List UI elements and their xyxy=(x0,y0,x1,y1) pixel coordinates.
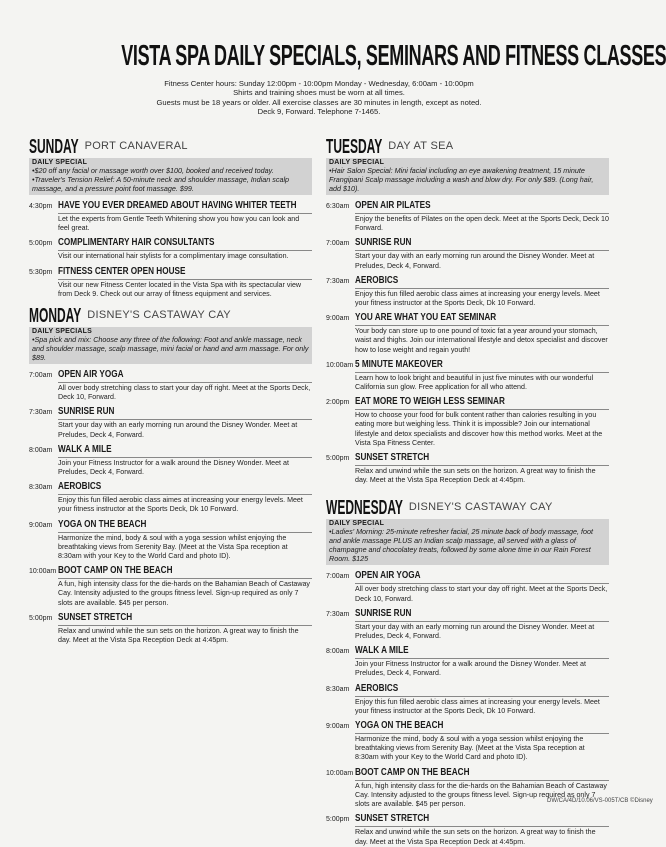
intro-line: Guests must be 18 years or older. All exercise classes are 30 minutes in length, except as noted. xyxy=(156,97,482,107)
event-description: Enjoy this fun filled aerobic class aimes at increasing your energy levels. Meet your fitness instructor at the Sports Deck, Dk 10 Forward. xyxy=(355,696,609,716)
day-location: DISNEY'S CASTAWAY CAY xyxy=(408,501,553,514)
day-section-tuesday xyxy=(326,136,609,485)
day-section-wednesday xyxy=(326,497,609,846)
special-text: •Hair Salon Special: Mini facial including an eye awakening treatment, 15 minute Frangipani Scalp massage including a wash and blow dry. For only $89. (Long hair, add $10). xyxy=(329,166,594,193)
schedule-event xyxy=(326,394,609,448)
special-text: •$20 off any facial or massage worth over $100, booked and received today. xyxy=(32,166,274,175)
event-name: EAT MORE TO WEIGH LESS SEMINAR xyxy=(355,395,505,408)
event-description: Relax and unwind while the sun sets on the horizon. A great way to finish the day. Meet at the Vista Spa Reception Deck at 4:45pm. xyxy=(355,826,609,846)
intro-line: Deck 9, Forward. Telephone 7-1465. xyxy=(257,107,381,117)
event-time: 9:00am xyxy=(326,315,350,323)
event-time: 9:00am xyxy=(326,723,350,731)
event-description: How to choose your food for bulk content rather than calories resulting in you eating more but weighing less. Think it is impossible? Join our international lifestyle and detox specialists and discover how this method works. Meet at the Vista Spa Fitness Center. xyxy=(355,409,609,448)
event-time: 10:00am xyxy=(326,769,354,777)
event-description: Harmonize the mind, body & soul with a yoga session whilst enjoying the breathtaking views from Serenity Bay. (Meet at the Vista Spa reception at 8:30am with your Key to the World Card and photo ID). xyxy=(58,532,312,562)
schedule-event xyxy=(326,681,609,716)
event-description: Start your day with an early morning run around the Disney Wonder. Meet at Preludes, Deck 4, Forward. xyxy=(355,250,609,270)
schedule-event xyxy=(29,264,312,299)
day-heading xyxy=(326,136,609,156)
event-description: Enjoy this fun filled aerobic class aimes at increasing your energy levels. Meet your fitness instructor at the Sports Deck, Dk 10 Forward. xyxy=(58,494,312,514)
event-time: 2:00pm xyxy=(326,399,350,407)
event-name: AEROBICS xyxy=(58,480,102,493)
event-name: SUNSET STRETCH xyxy=(355,812,430,825)
schedule-event xyxy=(326,606,609,641)
event-name: BOOT CAMP ON THE BEACH xyxy=(58,564,173,577)
event-name: SUNSET STRETCH xyxy=(355,451,430,464)
event-time: 4:30pm xyxy=(29,203,53,210)
schedule-event xyxy=(326,198,609,233)
schedule-event xyxy=(29,563,312,608)
event-description: Harmonize the mind, body & soul with a yoga session whilst enjoying the breathtaking views from Serenity Bay. (Meet at the Vista Spa reception at 8:30am with your Key to the World Card and photo ID). xyxy=(355,733,609,763)
day-heading xyxy=(29,136,312,156)
event-description: Your body can store up to one pound of toxic fat a year around your stomach, waist and thighs. Join our international lifestyle and detox specialist and discover how to lose weight and regain youth! xyxy=(355,327,608,354)
event-name: AEROBICS xyxy=(355,681,399,694)
schedule-event xyxy=(29,517,312,562)
day-location: PORT CANAVERAL xyxy=(84,140,188,152)
schedule-event xyxy=(29,198,312,233)
day-location: DISNEY'S CASTAWAY CAY xyxy=(87,309,231,322)
event-name: SUNRISE RUN xyxy=(355,606,412,619)
special-heading: DAILY SPECIAL xyxy=(329,159,385,166)
day-name: MONDAY xyxy=(29,305,82,328)
event-name: AEROBICS xyxy=(355,273,399,286)
day-name: TUESDAY xyxy=(326,136,383,158)
schedule-event xyxy=(326,450,609,485)
event-name: BOOT CAMP ON THE BEACH xyxy=(355,765,470,778)
left-column xyxy=(29,136,312,645)
daily-special-box xyxy=(29,158,312,195)
event-name: FITNESS CENTER OPEN HOUSE xyxy=(58,264,186,277)
schedule-event xyxy=(29,479,312,514)
schedule-event xyxy=(29,235,312,261)
schedule-event xyxy=(326,643,609,678)
schedule-event xyxy=(29,367,312,402)
schedule-event xyxy=(326,235,609,270)
event-time: 5:30pm xyxy=(29,268,53,276)
event-time: 8:00am xyxy=(326,648,350,656)
event-name: HAVE YOU EVER DREAMED ABOUT HAVING WHITER TEETH xyxy=(58,199,297,211)
event-description: Join your Fitness Instructor for a walk around the Disney Wonder. Meet at Preludes, Deck 4, Forward. xyxy=(355,658,609,678)
event-time: 9:00am xyxy=(29,521,53,529)
event-description: A fun, high intensity class for the die-hards on the Bahamian Beach of Castaway Cay. Intensity adjusted to the groups fitness level. Sign-up required as only 7 slots are available. $45 per person. xyxy=(355,780,609,810)
special-text: •Spa pick and mix: Choose any three of the following: Foot and ankle massage, neck and shoulder massage, scalp massage, mini facial or hand and arm massage. For only $89. xyxy=(32,335,309,363)
day-name: SUNDAY xyxy=(29,136,79,158)
event-description: Let the experts from Gentle Teeth Whitening show you how you can look and feel great. xyxy=(58,213,312,233)
schedule-event xyxy=(326,568,609,603)
event-time: 5:00pm xyxy=(326,816,350,824)
special-text: •Ladies' Morning: 25-minute refresher facial, 25 minute back of body massage, foot and ankle massage PLUS an Indian scalp massage, all served with a glass of champagne and chocolatey treats, followed by some alone time in our Rain Forest Room. $125 xyxy=(329,527,593,564)
event-time: 5:00pm xyxy=(29,614,53,622)
fitness-center-info xyxy=(60,79,578,117)
event-name: SUNSET STRETCH xyxy=(58,610,133,623)
event-name: YOU ARE WHAT YOU EAT SEMINAR xyxy=(355,311,497,324)
event-name: WALK A MILE xyxy=(58,442,112,455)
special-heading: DAILY SPECIALS xyxy=(32,328,92,336)
event-name: COMPLIMENTARY HAIR CONSULTANTS xyxy=(58,236,215,249)
event-description: Join your Fitness Instructor for a walk around the Disney Wonder. Meet at Preludes, Deck 4, Forward. xyxy=(58,457,312,477)
day-location: DAY AT SEA xyxy=(388,140,454,152)
event-description: Relax and unwind while the sun sets on the horizon. A great way to finish the day. Meet at the Vista Spa Reception Deck at 4:45pm. xyxy=(58,625,312,645)
event-description: Enjoy the benefits of Pilates on the open deck. Meet at the Sports Deck, Deck 10 Forward. xyxy=(355,215,609,233)
event-description: Relax and unwind while the sun sets on the horizon. A great way to finish the day. Meet at the Vista Spa Reception Deck at 4:45pm. xyxy=(355,465,609,485)
day-heading xyxy=(326,497,609,520)
event-time: 5:00pm xyxy=(326,455,350,463)
schedule-event xyxy=(29,442,312,477)
day-section-monday xyxy=(29,305,312,645)
event-name: OPEN AIR PILATES xyxy=(355,199,431,211)
schedule-event xyxy=(326,811,609,846)
schedule-event xyxy=(29,610,312,645)
event-description: A fun, high intensity class for the die-hards on the Bahamian Beach of Castaway Cay. Intensity adjusted to the groups fitness level. Sign-up required as only 7 slots are available. $45 per person. xyxy=(58,578,312,608)
schedule-event xyxy=(326,310,609,355)
event-time: 5:00pm xyxy=(29,240,53,248)
print-code: DW/CA/4D/10.06/VS-005T/CB ©Disney xyxy=(547,798,653,804)
intro-line: Fitness Center hours: Sunday 12:00pm - 10:00pm Monday - Wednesday, 6:00am - 10:00pm xyxy=(164,79,474,88)
daily-special-box xyxy=(326,158,609,195)
event-time: 8:00am xyxy=(29,446,53,454)
daily-special-box xyxy=(326,519,609,565)
right-column xyxy=(326,136,609,847)
event-time: 8:30am xyxy=(29,484,53,492)
event-name: SUNRISE RUN xyxy=(355,236,412,249)
event-time: 7:00am xyxy=(326,573,350,581)
event-description: Start your day with an early morning run around the Disney Wonder. Meet at Preludes, Deck 4, Forward. xyxy=(355,621,609,641)
event-description: All over body stretching class to start your day off right. Meet at the Sports Deck, Deck 10, Forward. xyxy=(58,384,311,402)
event-name: OPEN AIR YOGA xyxy=(58,368,124,381)
event-time: 8:30am xyxy=(326,685,350,693)
event-description: Learn how to look bright and beautiful in just five minutes with our wonderful California sun glow. Free application for all who attend. xyxy=(355,372,609,392)
event-description: Start your day with an early morning run around the Disney Wonder. Meet at Preludes, Deck 4, Forward. xyxy=(58,419,312,439)
event-time: 7:30am xyxy=(326,277,350,285)
schedule-event xyxy=(29,404,312,439)
event-name: OPEN AIR YOGA xyxy=(355,569,421,582)
event-time: 10:00am xyxy=(29,568,57,576)
day-heading xyxy=(29,305,312,328)
event-name: SUNRISE RUN xyxy=(58,405,115,418)
event-description: All over body stretching class to start your day off right. Meet at the Sports Deck, Deck 10, Forward. xyxy=(355,585,608,603)
special-heading: DAILY SPECIAL xyxy=(32,159,88,166)
event-description: Visit our international hair stylists for a complimentary image consultation. xyxy=(58,250,312,261)
event-name: 5 MINUTE MAKEOVER xyxy=(355,357,443,370)
schedule-event xyxy=(326,718,609,763)
event-name: WALK A MILE xyxy=(355,644,409,657)
special-text: •Traveler's Tension Relief: A 50-minute neck and shoulder massage, Indian scalp massage, and a pressure point foot massage. $99. xyxy=(32,175,290,193)
event-time: 7:00am xyxy=(29,372,53,380)
daily-special-box xyxy=(29,327,312,364)
event-time: 7:30am xyxy=(29,409,53,417)
schedule-event xyxy=(326,273,609,308)
day-section-sunday xyxy=(29,136,312,299)
day-name: WEDNESDAY xyxy=(326,497,403,520)
event-time: 7:30am xyxy=(326,610,350,618)
event-description: Enjoy this fun filled aerobic class aimes at increasing your energy levels. Meet your fitness instructor at the Sports Deck, Dk 10 Forward. xyxy=(355,288,609,308)
special-heading: DAILY SPECIAL xyxy=(329,520,385,528)
page-title: VISTA SPA DAILY SPECIALS, SEMINARS AND FITNESS CLASSES xyxy=(121,40,666,72)
event-time: 10:00am xyxy=(326,361,354,369)
event-time: 6:30am xyxy=(326,203,350,210)
event-time: 7:00am xyxy=(326,240,350,248)
intro-line: Shirts and training shoes must be worn at all times. xyxy=(233,88,405,98)
event-name: YOGA ON THE BEACH xyxy=(58,517,147,530)
event-name: YOGA ON THE BEACH xyxy=(355,719,444,732)
event-description: Visit our new Fitness Center located in the Vista Spa with its spectacular view from Deck 9. Check out our array of fitness equipment and services. xyxy=(58,279,312,299)
schedule-event xyxy=(326,357,609,392)
